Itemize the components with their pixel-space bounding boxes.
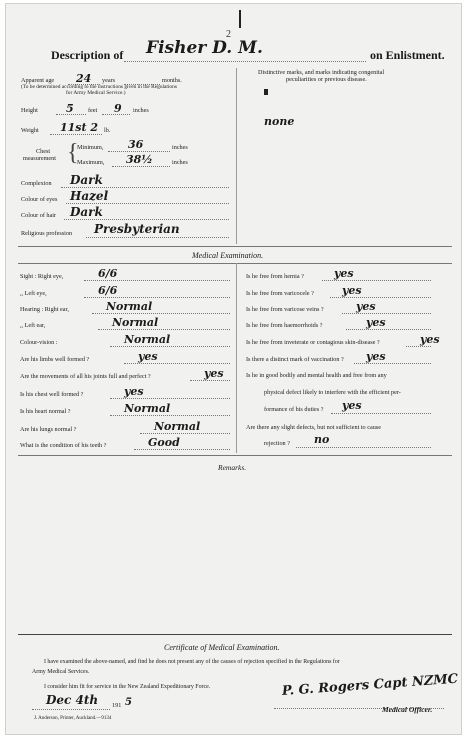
medical-right-value-4: yes [420,333,440,346]
marks-label-1: Distinctive marks, and marks indicating congenital [258,69,385,76]
chest-min-line [108,151,170,152]
remarks-title: Remarks. [218,463,247,472]
page-number: 2 [226,29,231,40]
medical-left-line-0 [84,280,230,281]
hair-value: Dark [70,205,103,219]
bodily-line-3: formance of his duties ? [264,406,324,413]
medical-right-label-4: Is he free from inveterate or contagious skin-disease ? [246,339,380,346]
medical-left-line-6 [190,380,230,381]
medical-left-line-10 [134,449,230,450]
certificate-text-1a: I have examined the above-named, and find he does not present any of the causes of rejection specified in the Regulations for [44,659,340,665]
chest-max-label: Maximum, [77,159,105,166]
top-divider [236,68,237,244]
medical-left-line-5 [124,363,230,364]
printer-imprint: J. Anderson, Printer, Auckland.—9134 [34,716,112,721]
header-title-pre: Description of [51,48,124,62]
medical-right-line-5 [354,363,431,364]
years-label: years [102,77,116,84]
chest-max-unit: inches [172,159,188,166]
date-line [32,709,110,710]
eyes-label: Colour of eyes [21,196,58,203]
medical-bottom-rule [18,455,452,456]
medical-left-label-5: Are his limbs well formed ? [20,356,90,363]
medical-title-rule [18,263,452,264]
medical-right-value-3: yes [366,316,386,329]
chest-label-1: Chest [36,148,51,155]
bodily-line-1: Is he in good bodily and mental health and free from any [246,372,387,379]
weight-value: 11st 2 [60,121,99,134]
feet-label: feet [88,107,98,114]
medical-left-label-3: ,, Left ear, [20,322,46,329]
complexion-label: Complexion [21,180,52,187]
defects-line-1: Are there any slight defects, but not sufficient to cause [246,424,381,431]
medical-left-label-8: Is his heart normal ? [20,408,71,415]
ink-mark [264,89,268,95]
lb-label: lb. [104,127,111,134]
religion-line [86,237,229,238]
bodily-value: yes [342,399,362,412]
certificate-title: Certificate of Medical Examination. [164,643,280,652]
medical-left-label-6: Are the movements of all his joints full and perfect ? [20,373,151,380]
medical-right-label-5: Is there a distinct mark of vaccination ? [246,356,344,363]
medical-left-value-3: Normal [112,316,159,329]
weight-line [50,134,102,135]
medical-right-line-3 [346,329,431,330]
medical-right-value-2: yes [356,300,376,313]
officer-signature: P. G. Rogers Capt NZMC [281,671,459,699]
height-label: Height [21,107,38,114]
medical-left-label-2: Hearing : Right ear, [20,306,69,313]
medical-right-value-5: yes [366,350,386,363]
medical-left-label-0: Sight : Right eye, [20,273,64,280]
certificate-text-2: I consider him fit for service in the New Zealand Expeditionary Force. [44,684,211,690]
date-value: Dec 4th [46,693,99,707]
hair-label: Colour of hair [21,212,57,219]
chest-min-unit: inches [172,144,188,151]
medical-left-label-10: What is the condition of his teeth ? [20,442,107,449]
medical-left-line-1 [84,297,230,298]
height-inches-line [102,114,130,115]
eyes-value: Hazel [70,189,109,203]
name-line [124,61,366,62]
medical-officer-label: Medical Officer. [382,705,433,714]
eyes-line [66,203,229,204]
complexion-line [61,187,229,188]
months-label: months. [162,77,182,84]
weight-label: Weight [21,127,39,134]
religion-value: Presbyterian [94,222,180,236]
top-mark [239,10,241,28]
year-prefix: 191 [112,702,122,709]
medical-left-value-9: Normal [154,420,201,433]
religion-label: Religious profession [21,230,73,237]
medical-left-line-4 [110,346,230,347]
age-label: Apparent age [21,77,55,84]
medical-right-label-3: Is he free from haemorrhoids ? [246,322,323,329]
medical-left-value-10: Good [148,436,180,449]
medical-left-label-1: ,, Left eye, [20,290,47,297]
bodily-line-2: physical defect likely to interfere with the efficient per- [264,389,401,396]
defects-line [296,447,431,448]
medical-left-label-4: Colour-vision : [20,339,58,346]
height-feet-line [56,114,86,115]
hair-line [64,219,229,220]
medical-left-value-5: yes [138,350,158,363]
header-title-post: on Enlistment. [370,48,445,62]
medical-left-value-2: Normal [106,300,153,313]
chest-min-label: Minimum, [77,144,104,151]
medical-divider [236,263,237,453]
marks-value: none [264,115,295,128]
marks-label-2: peculiarities or previous disease. [286,76,367,83]
enlistment-form-sheet [5,3,462,735]
medical-right-label-1: Is he free from varicocele ? [246,290,314,297]
medical-right-value-1: yes [342,284,362,297]
height-inches-value: 9 [114,102,122,115]
medical-right-line-0 [322,280,431,281]
medical-right-label-0: Is he free from hernia ? [246,273,304,280]
medical-left-value-4: Normal [124,333,171,346]
year-value: 5 [125,697,132,708]
chest-max-line [112,166,170,167]
medical-left-label-9: Are his lungs normal ? [20,426,77,433]
age-note-2: for Army Medical Service.) [66,90,126,96]
inches-label: inches [133,107,149,114]
medical-top-rule [18,246,452,247]
medical-left-line-9 [140,433,230,434]
medical-left-value-8: Normal [124,402,171,415]
complexion-value: Dark [70,173,103,187]
medical-left-value-1: 6/6 [98,284,118,297]
chest-brace: { [67,140,79,166]
bodily-line [331,413,431,414]
chest-min-value: 36 [128,138,144,151]
medical-title: Medical Examination. [192,251,264,260]
medical-left-line-8 [110,415,230,416]
certificate-text-1b: Army Medical Services. [32,669,90,675]
medical-right-line-2 [342,313,431,314]
medical-left-line-2 [92,313,230,314]
defects-value: no [314,433,330,446]
medical-left-value-0: 6/6 [98,267,118,280]
height-feet-value: 5 [66,102,74,115]
header-name: Fisher D. M. [146,38,263,58]
defects-line-2: rejection ? [264,440,290,447]
medical-right-line-4 [406,346,431,347]
chest-label-2: measurement [23,155,56,162]
medical-left-line-3 [98,329,230,330]
medical-left-label-7: Is his chest well formed ? [20,391,84,398]
age-value: 24 [76,72,92,85]
age-note-1: (To be determined according to the instructions given in the Regulations [21,84,177,90]
medical-left-value-7: yes [124,385,144,398]
chest-max-value: 38½ [126,153,153,166]
certificate-top-rule [18,634,452,635]
medical-right-line-1 [330,297,431,298]
medical-left-line-7 [110,398,230,399]
medical-right-value-0: yes [334,267,354,280]
medical-right-label-2: Is he free from varicose veins ? [246,306,324,313]
medical-left-value-6: yes [204,367,224,380]
